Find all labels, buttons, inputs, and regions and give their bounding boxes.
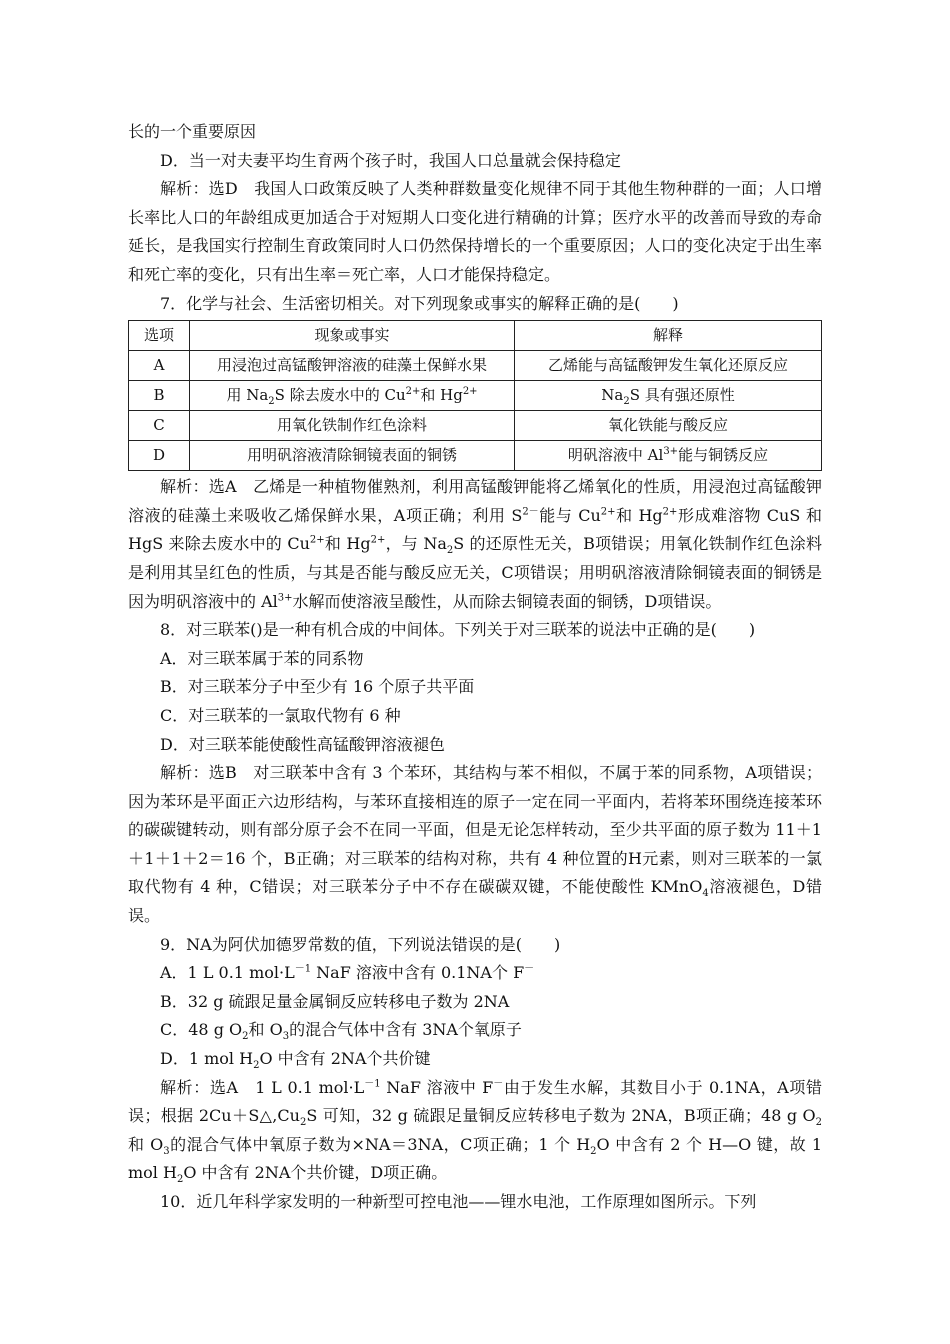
superscript: － [524,963,535,975]
text-run: 解析：选A 1 L 0.1 mol·L [160,1077,365,1097]
question-8-stem: 8．对三联苯()是一种有机合成的中间体。下列关于对三联苯的说法中正确的是( ) [160,620,756,640]
superscript: 2+ [462,386,478,398]
table-cell-option: A [129,351,190,381]
superscript: － [493,1078,504,1090]
table-cell-explanation [515,381,822,411]
text-run: 和 O [128,1134,164,1154]
subscript: 2 [268,396,275,408]
text-run: 和 Hg [324,534,371,554]
superscript: 2+ [370,535,386,547]
text-run: NaF 溶液中含有 0.1NA个 F [311,963,525,983]
answer-q7 [128,473,822,616]
option-a-q9 [128,959,822,988]
question-7-table [128,320,822,471]
option-a-q8: A．对三联苯属于苯的同系物 [160,648,364,668]
table-cell-fact: 用氧化铁制作红色涂料 [190,411,515,441]
table-cell-fact: 用浸泡过高锰酸钾溶液的硅藻土保鲜水果 [190,351,515,381]
table-header: 选项 [129,321,190,351]
text-run: ，与 Na [385,534,447,554]
superscript: 2－ [522,506,539,518]
text-line: 长的一个重要原因 [128,122,257,141]
answer-q8 [128,759,822,931]
text-run: 能与铜锈反应 [678,446,769,465]
table-header: 现象或事实 [190,321,515,351]
text-run: O 中含有 2 个 H—O 键，故 1 mol H [128,1134,822,1183]
subscript: 2 [242,1031,249,1043]
subscript: 2 [590,1146,597,1157]
option-d-q9 [128,1045,822,1074]
table-cell-option: B [129,381,190,411]
answer-q6: 解析：选D 我国人口政策反映了人类种群数量变化规律不同于其他生物种群的一面；人口增长率比人口的年龄组成更加适合于对短期人口变化进行精确的计算；医疗水平的改善而导致的寿命延长，是我国实行控制生育政策同时人口仍然保持增长的一个重要原因；人口的变化决定于出生率和死亡率的变化，只有出生率＝死亡率，人口才能保持稳定。 [128,179,822,284]
subscript: 3 [163,1146,170,1157]
text-run: 和 Hg [420,386,463,405]
superscript: 3+ [277,592,293,604]
table-row [129,441,822,471]
subscript: 3 [282,1031,290,1043]
table-cell-fact [190,381,515,411]
subscript: 2 [253,1060,260,1072]
table-cell-explanation: 乙烯能与高锰酸钾发生氧化还原反应 [515,351,822,381]
text-run: 的混合气体中氧原子数为×NA＝3NA，C项正确；1 个 H [169,1134,591,1154]
option-c-q8: C．对三联苯的一氯取代物有 6 种 [160,705,401,725]
text-run: 水解而使溶液呈酸性，从而除去铜镜表面的铜锈，D项错误。 [292,591,722,611]
document-page [128,118,822,1217]
option-b-q8: B．对三联苯分子中至少有 16 个原子共平面 [160,677,475,697]
text-run: 明矾溶液中 Al [567,446,664,465]
subscript: 2 [176,1174,184,1186]
table-cell-fact: 用明矾溶液清除铜镜表面的铜锈 [190,441,515,471]
superscript: －1 [294,963,312,975]
text-run: 用 Na [226,386,269,405]
table-cell-option: C [129,411,190,441]
option-d-q8: D．对三联苯能使酸性高锰酸钾溶液褪色 [160,734,445,754]
text-run: S 除去废水中的 Cu [274,386,406,405]
superscript: －1 [364,1078,381,1090]
text-run: S 可知，32 g 硫跟足量铜反应转移电子数为 2NA，B项正确；48 g O [306,1106,816,1126]
table-row [129,411,822,441]
text-run: 形成难溶物 CuS 和 HgS 来除去废水中的 Cu [128,505,822,554]
text-run: 和 Hg [615,505,663,525]
text-run: O 中含有 2NA个共价键 [259,1049,431,1069]
subscript: 2 [446,545,454,557]
question-10-stem: 10．近几年科学家发明的一种新型可控电池——锂水电池，工作原理如图所示。下列 [160,1192,757,1211]
table-cell-explanation [515,441,822,471]
option-b-q9: B．32 g 硫跟足量金属铜反应转移电子数为 2NA [160,991,510,1011]
subscript: 2 [623,396,630,408]
text-run: 的混合气体中含有 3NA个氧原子 [289,1020,522,1040]
text-run: O 中含有 2NA个共价键，D项正确。 [183,1163,448,1183]
superscript: 2+ [662,506,678,518]
text-run: D．1 mol H [160,1049,254,1069]
text-run: C．48 g O [160,1020,243,1040]
table-row [129,351,822,381]
subscript: 2 [299,1117,307,1129]
superscript: 2+ [309,535,325,547]
table-row [129,381,822,411]
superscript: 3+ [663,446,679,458]
text-run: A．1 L 0.1 mol·L [160,963,295,983]
table-cell-option: D [129,441,190,471]
subscript: 2 [815,1117,822,1129]
superscript: 2+ [600,506,616,518]
option-d-q6: D．当一对夫妻平均生育两个孩子时，我国人口总量就会保持稳定 [160,150,621,170]
answer-q9 [128,1074,822,1188]
question-7-stem: 7．化学与社会、生活密切相关。对下列现象或事实的解释正确的是( ) [160,293,679,313]
table-header: 解释 [515,321,822,351]
text-run: 溶液褪色，D错误。 [128,877,822,926]
text-run: Na [601,386,624,405]
table-header-row [129,321,822,351]
text-run: 和 O [248,1020,283,1040]
subscript: 4 [702,888,709,900]
text-run: S 的还原性无关，B项错误；用氧化铁制作红色涂料是利用其呈红色的性质，与其是否能与酸反应无关，C项错误；用明矾溶液清除铜镜表面的铜锈是因为明矾溶液中的 Al [128,534,822,611]
text-run: 能与 Cu [538,505,601,525]
text-run: 由于发生水解，其数目小于 0.1NA，A项错误；根据 2Cu＋S△,Cu [128,1077,822,1126]
text-run: 解析：选A 乙烯是一种植物催熟剂，利用高锰酸钾能将乙烯氧化的性质，用浸泡过高锰酸钾溶液的硅藻土来吸收乙烯保鲜水果，A项正确；利用 S [128,477,822,525]
text-run: S 具有强还原性 [629,386,735,405]
option-c-q9 [128,1016,822,1045]
superscript: 2+ [405,386,421,398]
table-cell-explanation: 氧化铁能与酸反应 [515,411,822,441]
text-run: NaF 溶液中 F [380,1077,494,1097]
question-9-stem: 9．NA为阿伏加德罗常数的值，下列说法错误的是( ) [160,934,561,954]
text-run: 解析：选B 对三联苯中含有 3 个苯环，其结构与苯不相似，不属于苯的同系物，A项错误；因为苯环是平面正六边形结构，与苯环直接相连的原子一定在同一平面内，若将苯环围绕连接苯环的碳碳键转动，则有部分原子会不在同一平面，但是无论怎样转动，至少共平面的原子数为 11＋1＋1＋1＋2＝16 个，B正确；对三联苯的结构对称，共有 4 种位置的H元素，则对三联苯的一氯取代物有 4 种，C错误；对三联苯分子中不存在碳碳双键，不能使酸性 KMnO [128,763,822,897]
